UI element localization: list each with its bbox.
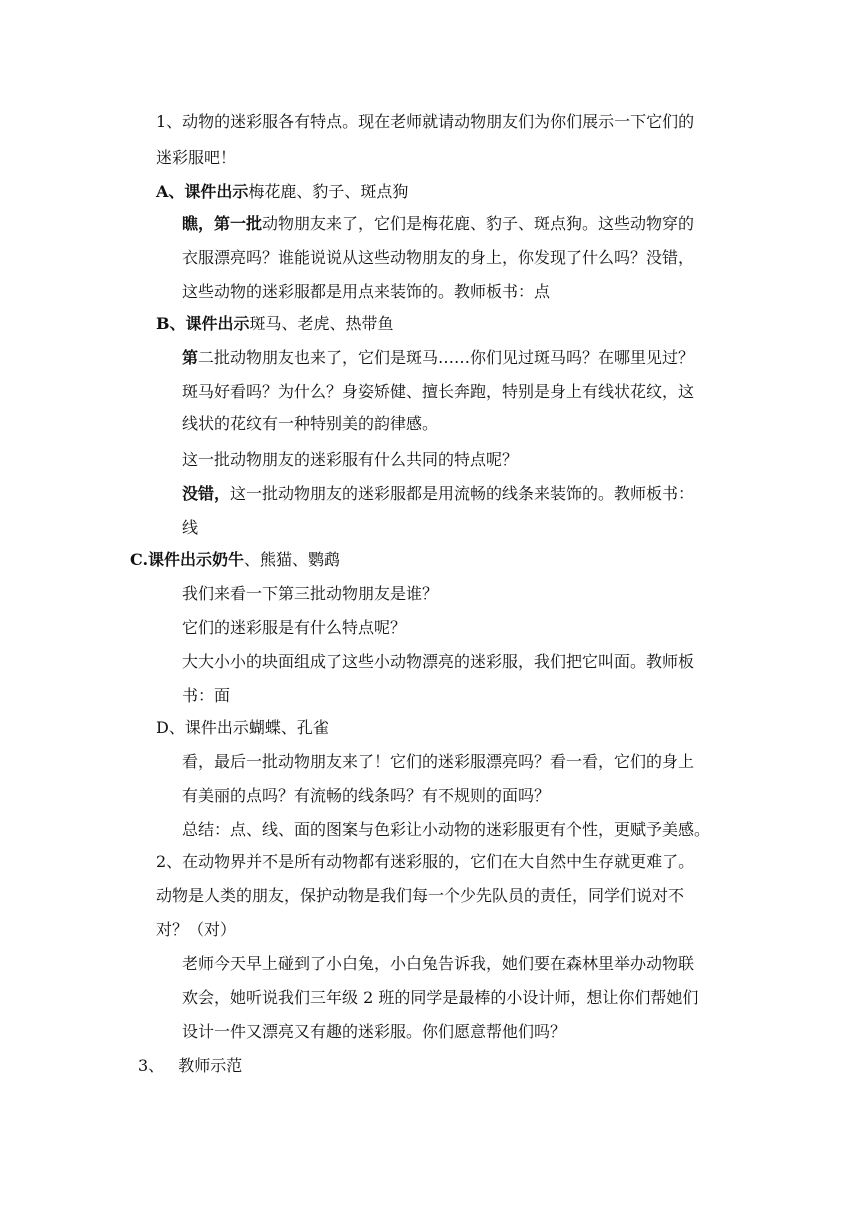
section-2-line-3: 对？（对）	[156, 920, 237, 939]
section-d-para-line-2: 有美丽的点吗？有流畅的线条吗？有不规则的面吗？	[182, 786, 551, 805]
section-b-para-line-4: 这一批动物朋友的迷彩服有什么共同的特点呢？	[182, 450, 519, 469]
section-c-para-line-2: 它们的迷彩服是有什么特点呢？	[182, 618, 407, 637]
section-c-para-line-3: 大大小小的块面组成了这些小动物漂亮的迷彩服，我们把它叫面。教师板	[182, 652, 695, 671]
section-a-para-line-1	[182, 214, 694, 234]
section-b-heading	[156, 314, 394, 334]
section-2-para-line-3: 设计一件又漂亮又有趣的迷彩服。你们愿意帮他们吗？	[182, 1022, 567, 1041]
section-a-heading	[156, 182, 408, 202]
section-a-subject: 梅花鹿、豹子、斑点狗	[248, 182, 409, 201]
section-1-line-1: 1、动物的迷彩服各有特点。现在老师就请动物朋友们为你们展示一下它们的	[156, 112, 695, 131]
section-1-line-2: 迷彩服吧！	[156, 148, 237, 167]
section-d-summary: 总结：点、线、面的图案与色彩让小动物的迷彩服更有个性，更赋予美感。	[182, 820, 711, 839]
section-3-heading	[138, 1056, 242, 1076]
section-c-para-line-1: 我们来看一下第三批动物朋友是谁？	[182, 584, 439, 603]
section-a-label: A、课件出示	[156, 182, 249, 201]
section-a-lead: 瞧，第一批	[182, 214, 263, 233]
section-2-line-1: 2、在动物界并不是所有动物都有迷彩服的，它们在大自然中生存就更难了。	[156, 852, 695, 871]
section-2-line-2: 动物是人类的朋友，保护动物是我们每一个少先队员的责任，同学们说对不	[156, 886, 685, 905]
section-a-line-1-rest: 动物朋友来了，它们是梅花鹿、豹子、斑点狗。这些动物穿的	[262, 214, 695, 233]
section-b-subject: 斑马、老虎、热带鱼	[249, 314, 394, 333]
section-a-para-line-2: 衣服漂亮吗？谁能说说从这些动物朋友的身上，你发现了什么吗？没错，	[182, 248, 695, 267]
section-c-label: C.课件出示奶牛	[130, 550, 245, 569]
section-d-para-line-1: 看，最后一批动物朋友来了！它们的迷彩服漂亮吗？看一看，它们的身上	[182, 752, 695, 771]
section-b-para-line-5	[182, 484, 694, 504]
section-b-lead-2: 没错，	[182, 484, 231, 503]
section-d-heading: D、课件出示蝴蝶、孔雀	[156, 718, 329, 737]
section-2-para-line-1: 老师今天早上碰到了小白兔，小白兔告诉我，她们要在森林里举办动物联	[182, 954, 695, 973]
section-c-heading	[130, 550, 340, 570]
section-c-subject: 、熊猫、鹦鹉	[244, 550, 341, 569]
section-a-para-line-3: 这些动物的迷彩服都是用点来装饰的。教师板书：点	[182, 282, 551, 301]
section-b-line-5-rest: 这一批动物朋友的迷彩服都是用流畅的线条来装饰的。教师板书：	[230, 484, 695, 503]
section-b-para-line-3: 线状的花纹有一种特别美的韵律感。	[182, 414, 439, 433]
section-c-para-line-4: 书：面	[182, 686, 231, 705]
section-b-lead: 第	[182, 348, 199, 367]
section-3-text: 教师示范	[178, 1056, 243, 1075]
section-3-label: 3、	[138, 1056, 165, 1075]
section-b-para-line-2: 斑马好看吗？为什么？身姿矫健、擅长奔跑，特别是身上有线状花纹，这	[182, 382, 695, 401]
section-b-line-1-rest: 二批动物朋友也来了，它们是斑马……你们见过斑马吗？在哪里见过？	[198, 348, 695, 367]
section-2-para-line-2: 欢会，她听说我们三年级 2 班的同学是最棒的小设计师，想让你们帮她们	[182, 988, 699, 1007]
section-b-para-line-6: 线	[182, 518, 199, 537]
section-b-label: B、课件出示	[156, 314, 250, 333]
section-b-para-line-1	[182, 348, 694, 368]
